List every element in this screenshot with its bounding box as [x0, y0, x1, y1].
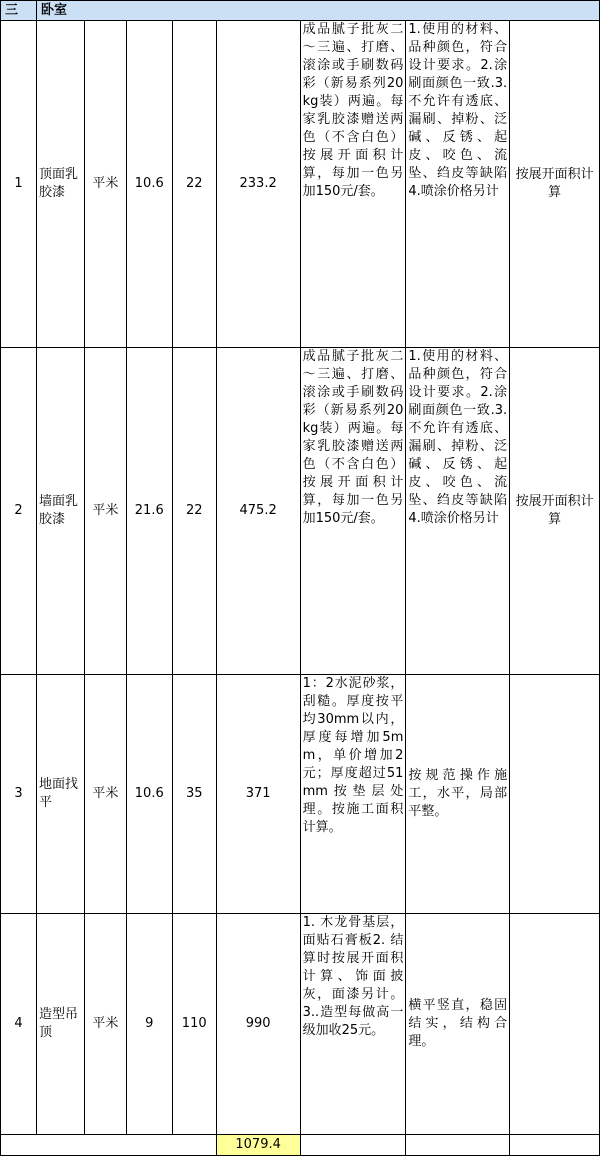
- total-row: [1, 1135, 600, 1156]
- cell-name[interactable]: 墙面乳胶漆: [36, 348, 84, 675]
- cell-amount[interactable]: 233.2: [216, 21, 300, 348]
- table-row: [1, 914, 600, 1135]
- cell-description[interactable]: 成品腻子批灰二～三遍、打磨、滚涂或手刷数码彩（新易系列20kg装）两遍。每家乳胶漆赠送两色（不含白色）按展开面积计算，每加一色另加150元/套。: [300, 348, 406, 675]
- cell-unit[interactable]: 平米: [84, 21, 126, 348]
- cell-note[interactable]: 按展开面积计算: [510, 21, 600, 348]
- cell-unit[interactable]: 平米: [84, 348, 126, 675]
- table-row: [1, 348, 600, 675]
- section-title[interactable]: 卧室: [36, 1, 599, 21]
- cell-amount[interactable]: 990: [216, 914, 300, 1135]
- cell-no[interactable]: 3: [1, 675, 37, 914]
- cell-requirements[interactable]: 1.使用的材料、品种颜色，符合设计要求。2.涂刷面颜色一致.3.不允许有透底、漏刷、掉粉、泛碱、反锈、起皮、咬色、流坠、绉皮等缺陷 4.喷涂价格另计: [406, 348, 510, 675]
- cell-name[interactable]: 造型吊顶: [36, 914, 84, 1135]
- total-empty-cell[interactable]: [406, 1135, 510, 1156]
- cell-price[interactable]: 22: [172, 348, 216, 675]
- cell-qty[interactable]: 10.6: [126, 21, 172, 348]
- cell-amount[interactable]: 371: [216, 675, 300, 914]
- cell-price[interactable]: 22: [172, 21, 216, 348]
- cell-note[interactable]: 按展开面积计算: [510, 348, 600, 675]
- cell-description[interactable]: 1：2水泥砂浆，刮糙。厚度按平均30mm以内，厚度每增加5mm，单价增加2元；厚度超过51mm按垫层处理。按施工面积计算。: [300, 675, 406, 914]
- section-index[interactable]: 三: [1, 1, 37, 21]
- total-empty-cell[interactable]: [510, 1135, 600, 1156]
- section-header-row: [1, 1, 600, 21]
- cell-qty[interactable]: 9: [126, 914, 172, 1135]
- table-row: [1, 675, 600, 914]
- cell-no[interactable]: 2: [1, 348, 37, 675]
- cell-no[interactable]: 4: [1, 914, 37, 1135]
- cell-description[interactable]: 成品腻子批灰二～三遍、打磨、滚涂或手刷数码彩（新易系列20kg装）两遍。每家乳胶漆赠送两色（不含白色）按展开面积计算，每加一色另加150元/套。: [300, 21, 406, 348]
- table-row: [1, 21, 600, 348]
- cell-price[interactable]: 110: [172, 914, 216, 1135]
- cell-no[interactable]: 1: [1, 21, 37, 348]
- cell-requirements[interactable]: 横平竖直，稳固结实，结构合理。: [406, 914, 510, 1135]
- cell-name[interactable]: 顶面乳胶漆: [36, 21, 84, 348]
- total-amount[interactable]: 1079.4: [216, 1135, 300, 1156]
- cell-description[interactable]: 1. 木龙骨基层，面贴石膏板2. 结算时按展开面积计算、饰面披灰，面漆另计。3..造型每做高一级加收25元。: [300, 914, 406, 1135]
- cell-requirements[interactable]: 1.使用的材料、品种颜色，符合设计要求。2.涂刷面颜色一致.3.不允许有透底、漏刷、掉粉、泛碱、反锈、起皮、咬色、流坠、绉皮等缺陷 4.喷涂价格另计: [406, 21, 510, 348]
- cell-note[interactable]: [510, 914, 600, 1135]
- cell-qty[interactable]: 10.6: [126, 675, 172, 914]
- cell-name[interactable]: 地面找平: [36, 675, 84, 914]
- total-blank-cell[interactable]: [1, 1135, 217, 1156]
- cell-price[interactable]: 35: [172, 675, 216, 914]
- cell-amount[interactable]: 475.2: [216, 348, 300, 675]
- cell-unit[interactable]: 平米: [84, 675, 126, 914]
- cell-note[interactable]: [510, 675, 600, 914]
- cell-qty[interactable]: 21.6: [126, 348, 172, 675]
- cell-requirements[interactable]: 按规范操作施工，水平，局部平整。: [406, 675, 510, 914]
- total-empty-cell[interactable]: [300, 1135, 406, 1156]
- cell-unit[interactable]: 平米: [84, 914, 126, 1135]
